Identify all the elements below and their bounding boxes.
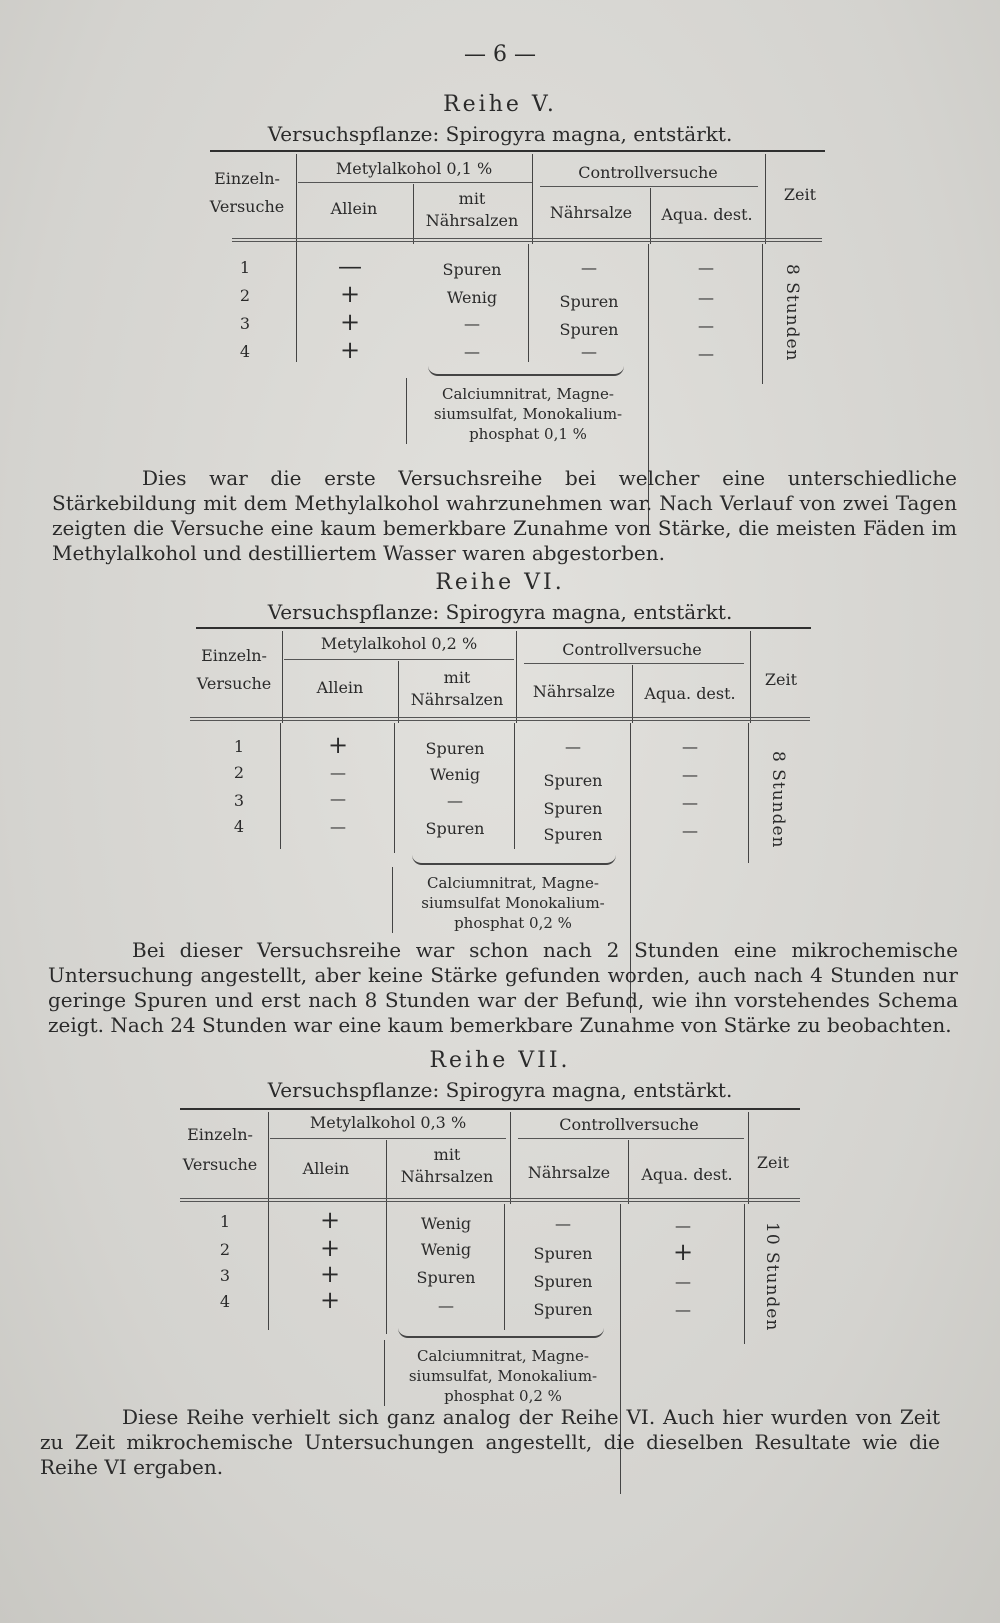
- header-versuche: Versuche: [209, 197, 285, 216]
- cell-naehrsalze: Spuren: [559, 320, 619, 339]
- header-naehrsalze: Nährsalze: [532, 682, 616, 701]
- row-number: 3: [233, 791, 245, 810]
- header-control: Controllversuche: [559, 1115, 699, 1134]
- header-subrule: [524, 663, 744, 664]
- header-bottom-rule: [232, 241, 822, 242]
- col-divider: [384, 1340, 385, 1406]
- cell-mit: Wenig: [446, 288, 498, 307]
- series-7-title: Reihe VII.: [429, 1048, 571, 1073]
- header-zeit: Zeit: [783, 185, 817, 204]
- cell-allein: +: [339, 280, 361, 308]
- header-allein: Allein: [316, 678, 364, 697]
- header-methyl: Metylalkohol 0,1 %: [335, 159, 493, 178]
- header-versuche: Versuche: [182, 1155, 258, 1174]
- cell-naehrsalze: Spuren: [543, 825, 603, 844]
- cell-allein: +: [319, 1234, 341, 1262]
- cell-allein: —: [330, 789, 346, 808]
- header-mit: mit: [458, 189, 486, 208]
- page-number: — 6 —: [464, 42, 536, 67]
- note-line: siumsulfat Monokalium-: [421, 894, 605, 912]
- cell-aqua: —: [698, 288, 714, 307]
- cell-naehrsalze: Spuren: [533, 1272, 593, 1291]
- cell-mit: Spuren: [442, 260, 502, 279]
- note-line: siumsulfat, Monokalium-: [408, 1367, 598, 1385]
- note-line: Calciumnitrat, Magne-: [442, 385, 614, 403]
- cell-aqua: —: [675, 1300, 691, 1319]
- header-allein: Allein: [330, 199, 378, 218]
- header-subrule: [270, 1138, 506, 1139]
- note-line: phosphat 0,2 %: [444, 1387, 562, 1405]
- row-number: 2: [219, 1240, 231, 1259]
- cell-allein: —: [330, 817, 346, 836]
- cell-mit: Spuren: [425, 819, 485, 838]
- col-divider: [744, 1204, 745, 1344]
- cell-naehrsalze: —: [581, 258, 597, 277]
- header-control: Controllversuche: [578, 163, 718, 182]
- header-zeit: Zeit: [756, 1153, 790, 1172]
- cell-aqua: —: [698, 258, 714, 277]
- cell-naehrsalze: —: [565, 737, 581, 756]
- note-line: siumsulfat, Monokalium-: [433, 405, 623, 423]
- header-bottom-rule: [180, 1198, 800, 1199]
- header-aqua: Aqua. dest.: [644, 684, 736, 703]
- header-methyl: Metylalkohol 0,2 %: [320, 634, 478, 653]
- cell-allein: —: [338, 252, 362, 280]
- row-number: 4: [219, 1292, 231, 1311]
- col-divider: [268, 1204, 269, 1330]
- series-5-table: [0, 152, 1000, 452]
- row-number: 2: [233, 763, 245, 782]
- cell-allein: +: [319, 1286, 341, 1314]
- header-einzel: Einzeln-: [214, 169, 280, 188]
- header-bottom-rule: [190, 717, 810, 718]
- cell-mit: Wenig: [420, 1240, 472, 1259]
- col-divider: [762, 244, 763, 384]
- col-divider: [392, 867, 393, 933]
- header-einzel: Einzeln-: [187, 1125, 253, 1144]
- cell-allein: +: [339, 336, 361, 364]
- header-naehrsalzen: Nährsalzen: [410, 690, 504, 709]
- brace: [428, 366, 624, 376]
- brace: [398, 1328, 604, 1338]
- col-divider: [394, 723, 395, 853]
- cell-naehrsalze: Spuren: [533, 1244, 593, 1263]
- col-divider: [280, 723, 281, 849]
- note-line: phosphat 0,1 %: [469, 425, 587, 443]
- col-divider: [406, 378, 407, 444]
- header-naehrsalzen: Nährsalzen: [400, 1167, 494, 1186]
- row-number: 1: [233, 737, 245, 756]
- header-bottom-rule: [232, 238, 822, 239]
- cell-naehrsalze: —: [581, 342, 597, 361]
- row-number: 1: [239, 258, 251, 277]
- cell-naehrsalze: Spuren: [559, 292, 619, 311]
- cell-allein: +: [319, 1206, 341, 1234]
- col-divider: [386, 1204, 387, 1334]
- paragraph: Diese Reihe verhielt sich ganz analog der Reihe VI. Auch hier wurden von Zeit zu Zeit mikrochemische Untersuchungen angestellt, die dieselben Resultate wie die Reihe VI ergaben.: [40, 1405, 940, 1479]
- cell-naehrsalze: Spuren: [533, 1300, 593, 1319]
- series-7-table: [0, 1110, 1000, 1410]
- paragraph: Bei dieser Versuchsreihe war schon nach 2 Stunden eine mikrochemische Untersuchung angestellt, aber keine Stärke gefunden worden, auch nach 4 Stunden nur geringe Spuren und erst nach 8 Stunden war der Befund, wie ihn vorstehendes Schema zeigt. Nach 24 Stunden war eine kaum bemerkbare Zunahme von Stärke zu beobachten.: [48, 938, 958, 1037]
- header-bottom-rule: [190, 720, 810, 721]
- header-versuche: Versuche: [196, 674, 272, 693]
- zeit-value: 10 Stunden: [762, 1222, 782, 1332]
- header-naehrsalze: Nährsalze: [549, 203, 633, 222]
- cell-aqua: —: [682, 793, 698, 812]
- header-bottom-rule: [180, 1201, 800, 1202]
- header-allein: Allein: [302, 1159, 350, 1178]
- series-5-title: Reihe V.: [443, 92, 557, 117]
- cell-allein: +: [319, 1260, 341, 1288]
- cell-naehrsalze: —: [555, 1214, 571, 1233]
- header-mit: mit: [433, 1145, 461, 1164]
- cell-aqua: —: [698, 344, 714, 363]
- cell-mit: Wenig: [420, 1214, 472, 1233]
- header-einzel: Einzeln-: [201, 646, 267, 665]
- cell-mit: —: [464, 342, 480, 361]
- row-number: 2: [239, 286, 251, 305]
- header-subrule: [284, 659, 514, 660]
- cell-aqua: —: [682, 821, 698, 840]
- zeit-value: 8 Stunden: [768, 751, 788, 849]
- header-naehrsalze: Nährsalze: [527, 1163, 611, 1182]
- zeit-value: 8 Stunden: [782, 264, 802, 362]
- cell-naehrsalze: Spuren: [543, 771, 603, 790]
- cell-mit: —: [438, 1296, 454, 1315]
- cell-mit: —: [447, 791, 463, 810]
- row-number: 4: [233, 817, 245, 836]
- cell-aqua: —: [675, 1272, 691, 1291]
- paragraph: Dies war die erste Versuchsreihe bei welcher eine unterschiedliche Stärkebildung mit dem Methylalkohol wahrzunehmen war. Nach Verlauf von zwei Tagen zeigten die Versuche eine kaum bemerkbare Zunahme von Stärke, die meisten Fäden im Methylalkohol und destilliertem Wasser waren abgestorben.: [52, 466, 957, 565]
- note-line: Calciumnitrat, Magne-: [417, 1347, 589, 1365]
- col-divider: [296, 244, 297, 362]
- brace: [412, 855, 616, 865]
- cell-aqua: —: [682, 765, 698, 784]
- col-divider: [748, 723, 749, 863]
- row-number: 3: [239, 314, 251, 333]
- row-number: 3: [219, 1266, 231, 1285]
- note-line: Calciumnitrat, Magne-: [427, 874, 599, 892]
- series-7-plant: Versuchspflanze: Spirogyra magna, entstärkt.: [267, 1078, 733, 1102]
- col-divider: [514, 723, 515, 849]
- series-5-plant: Versuchspflanze: Spirogyra magna, entstärkt.: [267, 122, 733, 146]
- row-number: 1: [219, 1212, 231, 1231]
- header-mit: mit: [443, 668, 471, 687]
- header-subrule: [298, 182, 532, 183]
- cell-naehrsalze: Spuren: [543, 799, 603, 818]
- cell-allein: +: [339, 308, 361, 336]
- cell-aqua: —: [675, 1216, 691, 1235]
- cell-allein: +: [327, 731, 349, 759]
- cell-mit: Spuren: [425, 739, 485, 758]
- header-subrule: [518, 1138, 744, 1139]
- header-control: Controllversuche: [562, 640, 702, 659]
- row-number: 4: [239, 342, 251, 361]
- cell-mit: Wenig: [429, 765, 481, 784]
- series-6-plant: Versuchspflanze: Spirogyra magna, entstärkt.: [267, 600, 733, 624]
- cell-aqua: —: [682, 737, 698, 756]
- header-methyl: Metylalkohol 0,3 %: [309, 1113, 467, 1132]
- cell-mit: Spuren: [416, 1268, 476, 1287]
- cell-allein: —: [330, 763, 346, 782]
- col-divider: [504, 1204, 505, 1330]
- header-aqua: Aqua. dest.: [661, 205, 753, 224]
- cell-aqua: —: [698, 316, 714, 335]
- header-zeit: Zeit: [764, 670, 798, 689]
- note-line: phosphat 0,2 %: [454, 914, 572, 932]
- series-6-title: Reihe VI.: [435, 570, 565, 595]
- header-naehrsalzen: Nährsalzen: [425, 211, 519, 230]
- header-aqua: Aqua. dest.: [641, 1165, 733, 1184]
- cell-aqua: +: [672, 1238, 694, 1266]
- cell-mit: —: [464, 314, 480, 333]
- series-6-table: [0, 629, 1000, 932]
- header-subrule: [540, 186, 758, 187]
